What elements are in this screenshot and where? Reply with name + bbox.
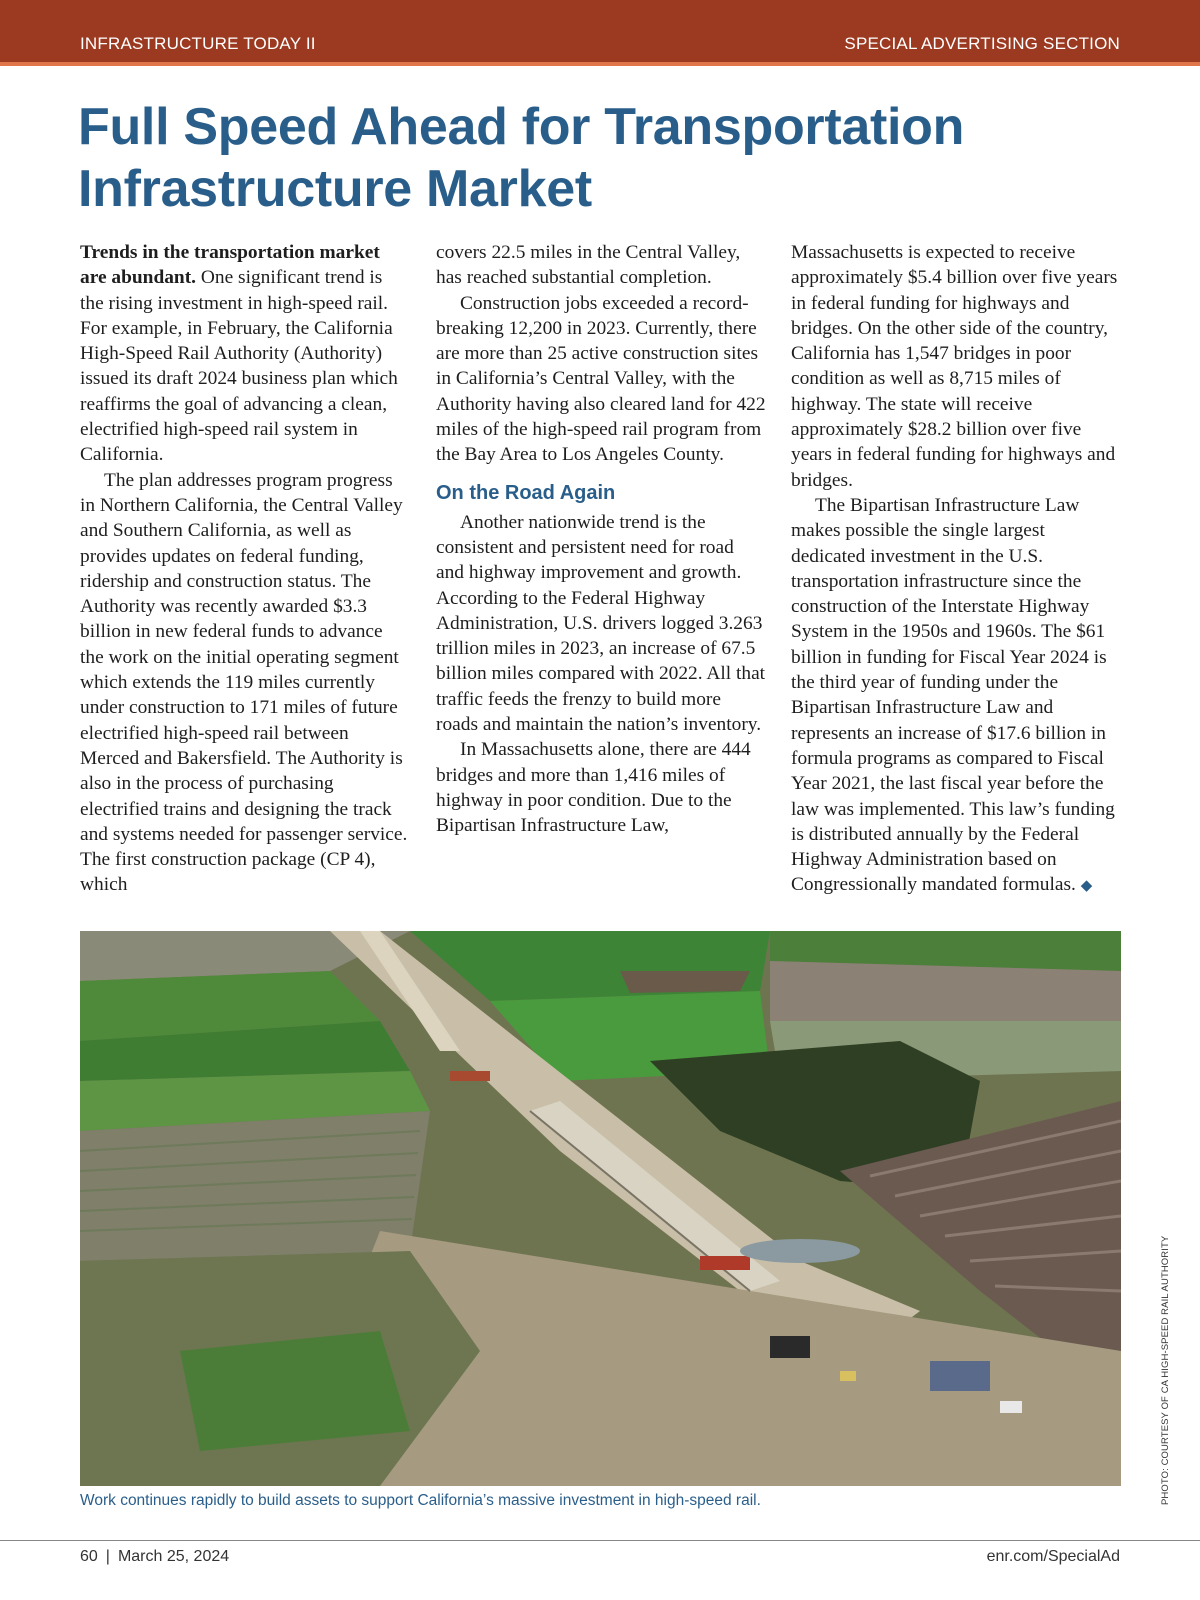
photo-caption: Work continues rapidly to build assets to support California’s massive investment in high-speed rail. [80,1492,761,1509]
section-label: INFRASTRUCTURE TODAY II [80,34,316,53]
page-number: 60 [80,1548,98,1565]
paragraph-text: One significant trend is the rising investment in high-speed rail. For example, in February, the California High-Speed Rail Authority (Authority) issued its draft 2024 business plan which reaffirms the goal of advancing a clean, electrified high-speed rail system in California. [80,267,398,466]
paragraph: Construction jobs exceeded a record-breaking 12,200 in 2023. Currently, there are more than 25 active construction sites in California’s Central Valley, with the Authority having also cleared land for 422 miles of the high-speed rail program from the Bay Area to Los Angeles County. [436,292,766,466]
page-title [78,96,1128,220]
paragraph: covers 22.5 miles in the Central Valley, has reached substantial completion. [436,242,741,289]
end-mark-icon: ◆ [1080,878,1093,895]
footer-page-info [80,1548,229,1566]
article-column-2 [436,240,766,839]
photo-credit: PHOTO: COURTESY OF CA HIGH-SPEED RAIL AUTHORITY [1160,1235,1171,1505]
headline-line-2: Infrastructure Market [78,160,592,218]
header-bar [0,0,1200,66]
paragraph: Massachusetts is expected to receive approximately $5.4 billion over five years in federal funding for highways and bridges. On the other side of the country, California has 1,547 bridges in poor condition as well as 8,715 miles of highway. The state will receive approximately $28.2 billion over five years in federal funding for highways and bridges. [791,242,1118,491]
lead-in: Trends in the transportation market are abundant. [80,242,380,289]
headline-line-1: Full Speed Ahead for Transportation [78,98,965,156]
aerial-photo-illustration [80,931,1121,1486]
paragraph: The plan addresses program progress in Northern California, the Central Valley and Southern California, as well as provides updates on federal funding, ridership and construction status. The Authority was recently awarded $3.3 billion in new federal funds to advance the work on the initial operating segment which extends the 119 miles currently under construction to 171 miles of future electrified high-speed rail between Merced and Bakersfield. The Authority is also in the process of purchasing electrified trains and designing the track and systems needed for passenger service. The first construction package (CP 4), which [80,469,408,896]
footer-divider [0,1540,1200,1541]
footer-url: enr.com/SpecialAd [986,1548,1120,1565]
advertising-label: SPECIAL ADVERTISING SECTION [844,34,1120,53]
paragraph-text: The Bipartisan Infrastructure Law makes possible the single largest dedicated investment in the U.S. transportation infrastructure since the construction of the Interstate Highway System in the 1950s and 1960s. The $61 billion in funding for Fiscal Year 2024 is the third year of funding under the Bipartisan Infrastructure Law and represents an increase of $17.6 billion in formula programs as compared to Fiscal Year 2021, the last fiscal year before the law was implemented. This law’s funding is distributed annually by the Federal Highway Administration based on Congressionally mandated formulas. [791,494,1115,896]
paragraph [80,240,410,468]
aerial-construction-photo [80,931,1121,1486]
article-column-1 [80,240,410,898]
footer-separator: | [105,1548,110,1565]
paragraph [791,493,1121,900]
paragraph: In Massachusetts alone, there are 444 bridges and more than 1,416 miles of highway in poor condition. Due to the Bipartisan Infrastructure Law, [436,739,751,837]
issue-date: March 25, 2024 [117,1548,230,1565]
paragraph: Another nationwide trend is the consistent and persistent need for road and highway improvement and growth. According to the Federal Highway Administration, U.S. drivers logged 3.263 trillion miles in 2023, an increase of 67.5 billion miles compared with 2022. All that traffic feeds the frenzy to build more roads and maintain the nation’s inventory. [436,511,766,736]
article-column-3 [791,240,1121,900]
subheading: On the Road Again [436,481,616,504]
